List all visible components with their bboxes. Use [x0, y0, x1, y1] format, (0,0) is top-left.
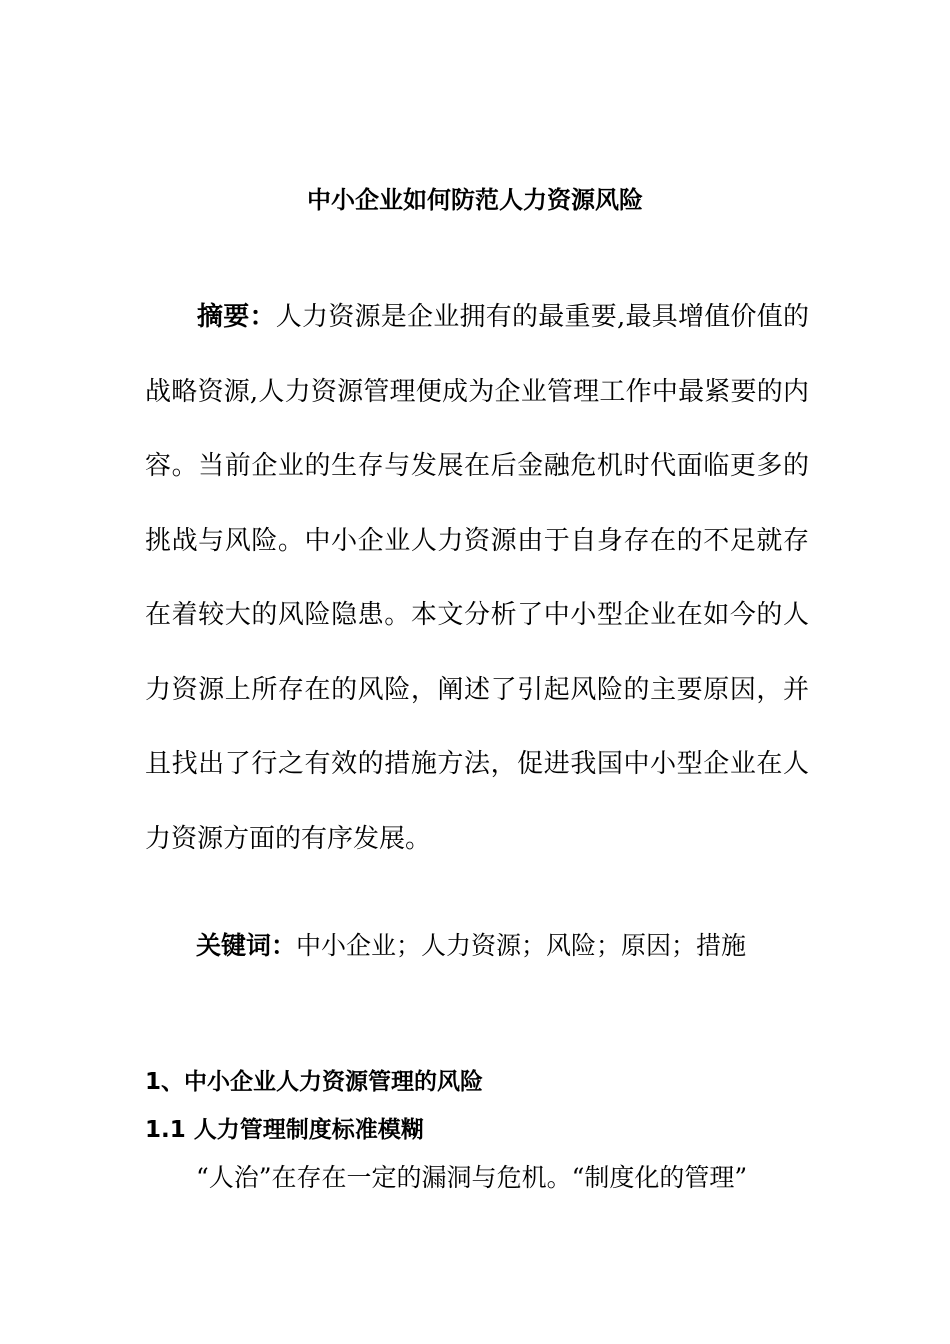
- keywords-label: 关键词：: [196, 931, 297, 960]
- section-1-1-body: “人治”在存在一定的漏洞与危机。“制度化的管理”: [196, 1163, 748, 1192]
- keywords-line: [196, 928, 816, 964]
- section-1-heading: 1、中小企业人力资源管理的风险: [145, 1069, 484, 1095]
- abstract-paragraph: [145, 280, 809, 876]
- document-title: 中小企业如何防范人力资源风险: [307, 186, 643, 214]
- abstract-label: 摘要：: [197, 302, 276, 332]
- abstract-text: 人力资源是企业拥有的最重要,最具增值价值的战略资源,人力资源管理便成为企业管理工作中最紧要的内容。当前企业的生存与发展在后金融危机时代面临更多的挑战与风险。中小企业人力资源由于自身存在的不足就存在着较大的风险隐患。本文分析了中小型企业在如今的人力资源上所存在的风险，阐述了引起风险的主要原因，并且找出了行之有效的措施方法，促进我国中小型企业在人力资源方面的有序发展。: [145, 302, 809, 854]
- section-1-1-heading: 1.1 人力管理制度标准模糊: [145, 1117, 424, 1143]
- keywords-text: 中小企业；人力资源；风险；原因；措施: [296, 931, 747, 960]
